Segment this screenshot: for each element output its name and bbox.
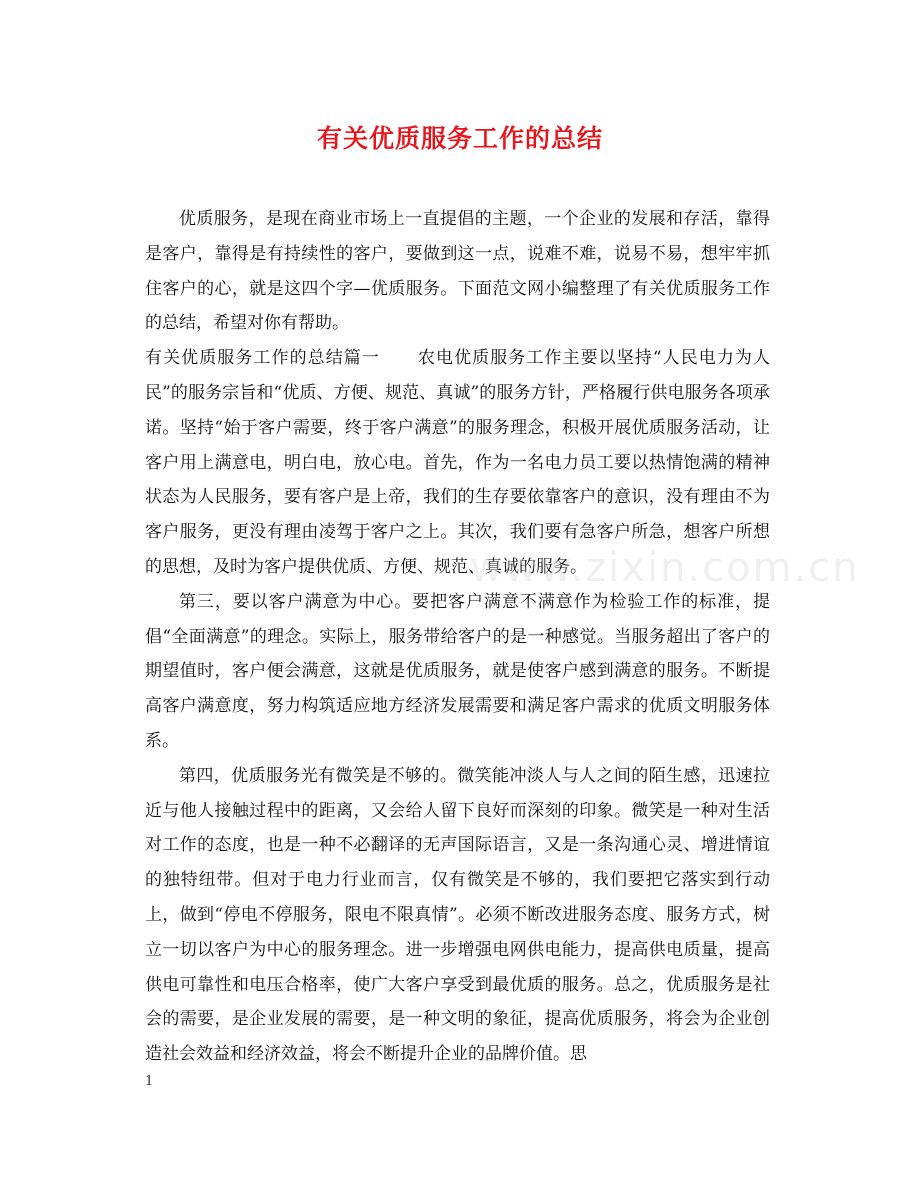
- page-number: 1: [145, 1074, 154, 1089]
- intro-paragraph: 优质服务，是现在商业市场上一直提倡的主题，一个企业的发展和存活，靠得是客户，靠得是有持续性的客户，要做到这一点，说难不难，说易不易，想牢牢抓住客户的心，就是这四个字—优质服务。下面范文网小编整理了有关优质服务工作的总结，希望对你有帮助。: [145, 209, 770, 334]
- fourth-point-paragraph: 第四，优质服务光有微笑是不够的。微笑能冲淡人与人之间的陌生感，迅速拉近与他人接触过程中的距离，又会给人留下良好而深刻的印象。微笑是一种对生活对工作的态度，也是一种不必翻译的无声国际语言，又是一条沟通心灵、增进情谊的独特纽带。但对于电力行业而言，仅有微笑是不够的，我们要把它落实到行动上，做到“停电不停服务，限电不限真情”。必须不断改进服务态度、服务方式，树立一切以客户为中心的服务理念。进一步增强电网供电能力，提高供电质量，提高供电可靠性和电压合格率，使广大客户享受到最优质的服务。总之，优质服务是社会的需要，是企业发展的需要，是一种文明的象征，提高优质服务，将会为企业创造社会效益和经济效益，将会不断提升企业的品牌价值。思: [145, 765, 770, 1065]
- third-point-paragraph: 第三，要以客户满意为中心。要把客户满意不满意作为检验工作的标准，提倡“全面满意”的理念。实际上，服务带给客户的是一种感觉。当服务超出了客户的期望值时，客户便会满意，这就是优质服务，就是使客户感到满意的服务。不断提高客户满意度，努力构筑适应地方经济发展需要和满足客户需求的优质文明服务体系。: [145, 591, 770, 751]
- document-title: 有关优质服务工作的总结: [316, 124, 603, 153]
- section-heading: 有关优质服务工作的总结篇一: [145, 348, 380, 369]
- section-paragraph-text: 农电优质服务工作主要以坚持“人民电力为人民”的服务宗旨和“优质、方便、规范、真诚”的服务方针，严格履行供电服务各项承诺。坚持“始于客户需要，终于客户满意”的服务理念，积极开展优质服务活动，让客户用上满意电，明白电，放心电。首先，作为一名电力员工要以热情饱满的精神状态为人民服务，要有客户是上帝，我们的生存要依靠客户的意识，没有理由不为客户服务，更没有理由凌驾于客户之上。其次，我们要有急客户所急，想客户所想的思想，及时为客户提供优质、方便、规范、真诚的服务。: [145, 348, 770, 577]
- watermark: www.zixin.com.cn: [470, 545, 860, 591]
- document-body: [145, 202, 770, 1072]
